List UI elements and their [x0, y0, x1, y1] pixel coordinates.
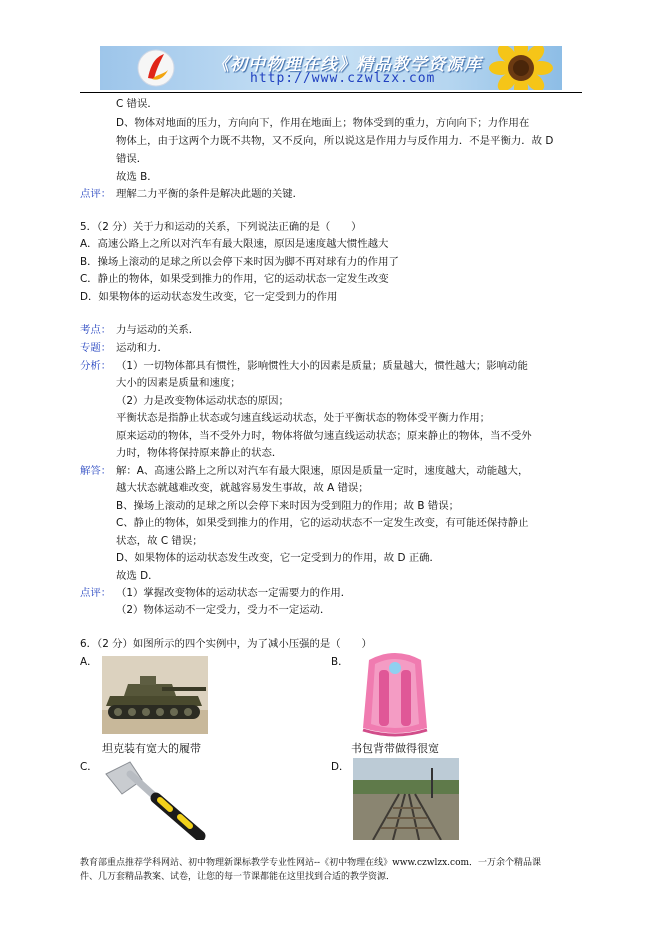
q5-fenxi-label: 分析： — [80, 360, 112, 372]
q5-fenxi-line: （1）一切物体都具有惯性，影响惯性大小的因素是质量；质量越大，惯性越大；影响动能 — [116, 360, 528, 372]
q4-option-d-line2: 物体上，由于这两个力既不共物，又不反向，所以说这是作用力与反作用力．不是平衡力．故 D — [116, 135, 554, 147]
header-title: 《初中物理在线》精品教学资源库 — [212, 55, 482, 75]
q6-option-a-caption: 坦克装有宽大的履带 — [102, 742, 201, 755]
q5-dianping-line: （2）物体运动不一定受力，受力不一定运动． — [116, 604, 331, 616]
q5-jieda-line: 解：A、高速公路上之所以对汽车有最大限速，原因是质量一定时，速度越大，动能越大， — [116, 465, 529, 477]
backpack-image — [349, 650, 441, 738]
q5-dianping-line: （1）掌握改变物体的运动状态一定需要力的作用． — [116, 587, 352, 599]
q5-fenxi-line: 力时，物体将保持原来静止的状态． — [116, 447, 283, 459]
q5-option-d: D．如果物体的运动状态发生改变，它一定受到力的作用 — [80, 291, 338, 303]
q5-fenxi-line: 平衡状态是指静止状态或匀速直线运动状态，处于平衡状态的物体受平衡力作用； — [116, 412, 491, 424]
q6-option-d-label: D． — [331, 761, 350, 773]
q4-option-d-line1: D、物体对地面的压力，方向向下，作用在地面上；物体受到的重力，方向向下；力作用在 — [116, 117, 530, 129]
footer-line2: 件、几万套精品教案、试卷，让您的每一节课都能在这里找到合适的教学资源． — [80, 872, 396, 882]
q5-zhuanti: 运动和力． — [116, 342, 168, 354]
q5-fenxi-line: 大小的因素是质量和速度； — [116, 377, 241, 389]
page-footer — [80, 856, 585, 884]
q5-kaodian: 力与运动的关系． — [116, 324, 200, 336]
q6-option-c-label: C． — [80, 761, 98, 773]
q6-option-b-caption: 书包背带做得很宽 — [351, 742, 439, 755]
footer-line1: 教育部重点推荐学科网站、初中物理新课标教学专业性网站--《初中物理在线》www.czwlzx.com．一万余个精品课 — [80, 858, 542, 868]
q4-answer: 故选 B． — [116, 171, 158, 183]
q5-option-c: C．静止的物体，如果受到推力的作用，它的运动状态一定发生改变 — [80, 273, 389, 285]
q4-option-c-result: C 错误． — [116, 98, 158, 110]
q5-kaodian-label: 考点： — [80, 324, 112, 336]
q6-stem: 6．（2 分）如图所示的四个实例中，为了减小压强的是（ ） — [80, 638, 372, 650]
q5-fenxi-line: 原来运动的物体，当不受外力时，物体将做匀速直线运动状态；原来静止的物体，当不受外 — [116, 430, 532, 442]
axe-image — [100, 760, 210, 840]
header-url[interactable]: http://www.czwlzx.com — [250, 71, 436, 86]
q5-stem: 5．（2 分）关于力和运动的关系，下列说法正确的是（ ） — [80, 221, 362, 233]
q5-jieda-line: B、操场上滚动的足球之所以会停下来时因为受到阻力的作用；故 B 错误； — [116, 500, 459, 512]
q5-option-b: B．操场上滚动的足球之所以会停下来时因为脚不再对球有力的作用了 — [80, 256, 399, 268]
header-banner — [100, 46, 562, 90]
railway-image — [353, 758, 459, 840]
q6-option-b-label: B． — [331, 656, 349, 668]
tank-image — [102, 656, 208, 734]
q5-jieda-line: D、如果物体的运动状态发生改变，它一定受到力的作用，故 D 正确． — [116, 552, 440, 564]
q4-comment-label: 点评： — [80, 188, 112, 200]
logo-icon — [134, 48, 178, 88]
sunflower-icon — [478, 46, 562, 90]
header-divider — [80, 92, 582, 93]
q5-jieda-label: 解答： — [80, 465, 112, 477]
q5-jieda-line: 越大状态就越难改变，就越容易发生事故，故 A 错误； — [116, 482, 369, 494]
q5-zhuanti-label: 专题： — [80, 342, 112, 354]
q4-option-d-line3: 错误． — [116, 153, 148, 165]
q5-fenxi-line: （2）力是改变物体运动状态的原因； — [116, 395, 289, 407]
q5-jieda-line: 故选 D． — [116, 570, 159, 582]
q5-jieda-line: C、静止的物体，如果受到推力的作用，它的运动状态不一定发生改变，有可能还保持静止 — [116, 517, 529, 529]
q6-option-a-label: A． — [80, 656, 98, 668]
q4-comment: 理解二力平衡的条件是解决此题的关键． — [116, 188, 304, 200]
q5-jieda-line: 状态，故 C 错误； — [116, 535, 203, 547]
q5-option-a: A．高速公路上之所以对汽车有最大限速，原因是速度越大惯性越大 — [80, 238, 389, 250]
q5-dianping-label: 点评： — [80, 587, 112, 599]
